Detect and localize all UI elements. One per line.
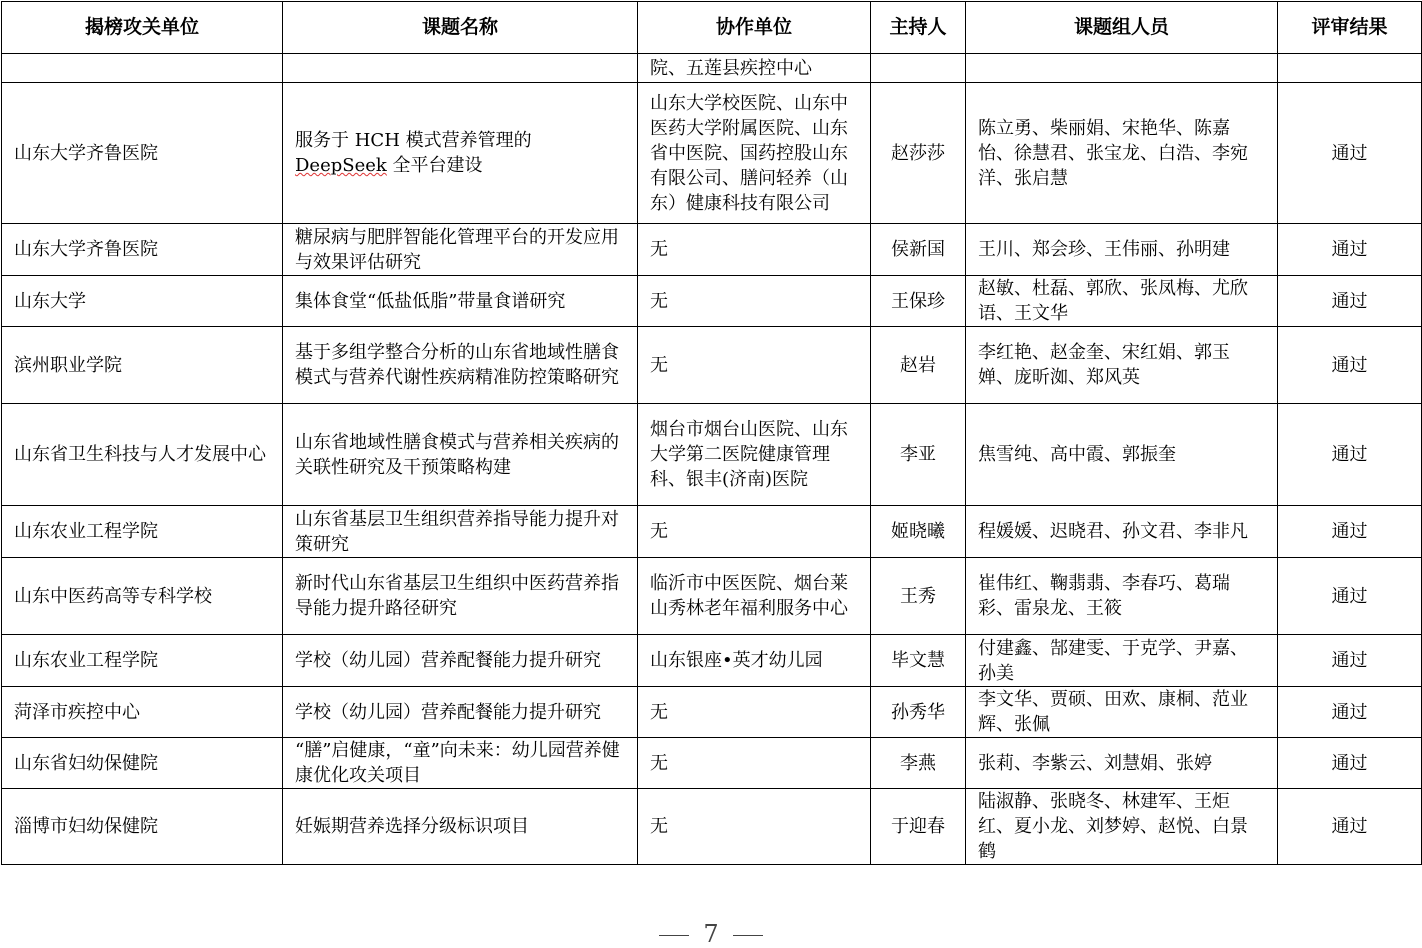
header-host: 主持人 [871, 2, 966, 54]
cell-host: 王秀 [871, 558, 966, 635]
cell-title: 妊娠期营养选择分级标识项目 [283, 789, 638, 865]
cell-title: 新时代山东省基层卫生组织中医药营养指导能力提升路径研究 [283, 558, 638, 635]
cell-result: 通过 [1278, 558, 1422, 635]
cell-unit: 山东中医药高等专科学校 [2, 558, 283, 635]
cell-unit: 山东大学齐鲁医院 [2, 83, 283, 224]
cell-partner: 无 [638, 789, 871, 865]
page-number: 7 [703, 920, 719, 948]
cell-host: 李亚 [871, 404, 966, 506]
cell-unit: 山东农业工程学院 [2, 506, 283, 558]
table-row [2, 404, 1422, 506]
cell-members: 焦雪纯、高中霞、郭振奎 [966, 404, 1278, 506]
cell-host: 王保珍 [871, 276, 966, 327]
header-title: 课题名称 [283, 2, 638, 54]
table-row [2, 327, 1422, 404]
cell-partner: 临沂市中医医院、烟台莱山秀林老年福利服务中心 [638, 558, 871, 635]
cell-host: 侯新国 [871, 224, 966, 276]
cell-partner: 无 [638, 738, 871, 789]
results-table [1, 1, 1422, 865]
table-row [2, 83, 1422, 224]
cell-partner: 无 [638, 327, 871, 404]
cell-members: 李文华、贾硕、田欢、康桐、范业辉、张佩 [966, 687, 1278, 738]
cell-title: 学校（幼儿园）营养配餐能力提升研究 [283, 687, 638, 738]
header-row [2, 2, 1422, 54]
cell-result: 通过 [1278, 404, 1422, 506]
table-row [2, 687, 1422, 738]
cell-members: 李红艳、赵金奎、宋红娟、郭玉婵、庞昕洳、郑风英 [966, 327, 1278, 404]
header-result: 评审结果 [1278, 2, 1422, 54]
cell-title: 学校（幼儿园）营养配餐能力提升研究 [283, 635, 638, 687]
table-row [2, 276, 1422, 327]
cell-members: 陈立勇、柴丽娟、宋艳华、陈嘉怡、徐慧君、张宝龙、白浩、李宛洋、张启慧 [966, 83, 1278, 224]
header-members: 课题组人员 [966, 2, 1278, 54]
cell-partner: 院、五莲县疾控中心 [638, 54, 871, 83]
cell-unit: 山东农业工程学院 [2, 635, 283, 687]
cell-result: 通过 [1278, 224, 1422, 276]
table-row-continued [2, 54, 1422, 83]
cell-partner: 烟台市烟台山医院、山东大学第二医院健康管理科、银丰(济南)医院 [638, 404, 871, 506]
cell-members: 程媛媛、迟晓君、孙文君、李非凡 [966, 506, 1278, 558]
cell-result: 通过 [1278, 83, 1422, 224]
header-partner: 协作单位 [638, 2, 871, 54]
cell-partner: 无 [638, 276, 871, 327]
cell-host: 于迎春 [871, 789, 966, 865]
cell-partner: 山东银座•英才幼儿园 [638, 635, 871, 687]
footer-dash-right [733, 935, 763, 936]
cell-result: 通过 [1278, 789, 1422, 865]
cell-partner: 山东大学校医院、山东中医药大学附属医院、山东省中医院、国药控股山东有限公司、膳问轻养（山东）健康科技有限公司 [638, 83, 871, 224]
table-row [2, 738, 1422, 789]
cell-title: 基于多组学整合分析的山东省地域性膳食模式与营养代谢性疾病精准防控策略研究 [283, 327, 638, 404]
cell-title: “膳”启健康，“童”向未来：幼儿园营养健康优化攻关项目 [283, 738, 638, 789]
table-row [2, 789, 1422, 865]
cell-title: 山东省地域性膳食模式与营养相关疾病的关联性研究及干预策略构建 [283, 404, 638, 506]
table-row [2, 558, 1422, 635]
cell-partner: 无 [638, 224, 871, 276]
cell-result: 通过 [1278, 687, 1422, 738]
cell-members: 崔伟红、鞠翡翡、李春巧、葛瑞彩、雷泉龙、王筱 [966, 558, 1278, 635]
cell-unit: 山东省妇幼保健院 [2, 738, 283, 789]
cell-unit: 淄博市妇幼保健院 [2, 789, 283, 865]
cell-members: 赵敏、杜磊、郭欣、张凤梅、尤欣语、王文华 [966, 276, 1278, 327]
cell-members: 王川、郑会珍、王伟丽、孙明建 [966, 224, 1278, 276]
cell-title: 山东省基层卫生组织营养指导能力提升对策研究 [283, 506, 638, 558]
cell-partner: 无 [638, 506, 871, 558]
cell-result: 通过 [1278, 635, 1422, 687]
cell-host: 赵岩 [871, 327, 966, 404]
table-row [2, 635, 1422, 687]
cell-unit: 菏泽市疾控中心 [2, 687, 283, 738]
footer-dash-left [659, 935, 689, 936]
cell-members: 张莉、李紫云、刘慧娟、张婷 [966, 738, 1278, 789]
header-unit: 揭榜攻关单位 [2, 2, 283, 54]
page-footer [0, 920, 1422, 948]
cell-result: 通过 [1278, 738, 1422, 789]
cell-result: 通过 [1278, 276, 1422, 327]
cell-host: 姬晓曦 [871, 506, 966, 558]
cell-unit: 山东大学 [2, 276, 283, 327]
cell-result: 通过 [1278, 327, 1422, 404]
cell-title: 糖尿病与肥胖智能化管理平台的开发应用与效果评估研究 [283, 224, 638, 276]
cell-host: 毕文慧 [871, 635, 966, 687]
cell-members: 陆淑静、张晓冬、林建军、王炬红、夏小龙、刘梦婷、赵悦、白景鹤 [966, 789, 1278, 865]
cell-unit: 滨州职业学院 [2, 327, 283, 404]
table-row [2, 506, 1422, 558]
cell-host: 孙秀华 [871, 687, 966, 738]
cell-host: 赵莎莎 [871, 83, 966, 224]
cell-result: 通过 [1278, 506, 1422, 558]
cell-unit: 山东大学齐鲁医院 [2, 224, 283, 276]
cell-partner: 无 [638, 687, 871, 738]
cell-title: 集体食堂“低盐低脂”带量食谱研究 [283, 276, 638, 327]
cell-host: 李燕 [871, 738, 966, 789]
cell-members: 付建鑫、郜建雯、于克学、尹嘉、孙美 [966, 635, 1278, 687]
table-row [2, 224, 1422, 276]
cell-title: 服务于 HCH 模式营养管理的 DeepSeek 全平台建设 [283, 83, 638, 224]
cell-unit: 山东省卫生科技与人才发展中心 [2, 404, 283, 506]
